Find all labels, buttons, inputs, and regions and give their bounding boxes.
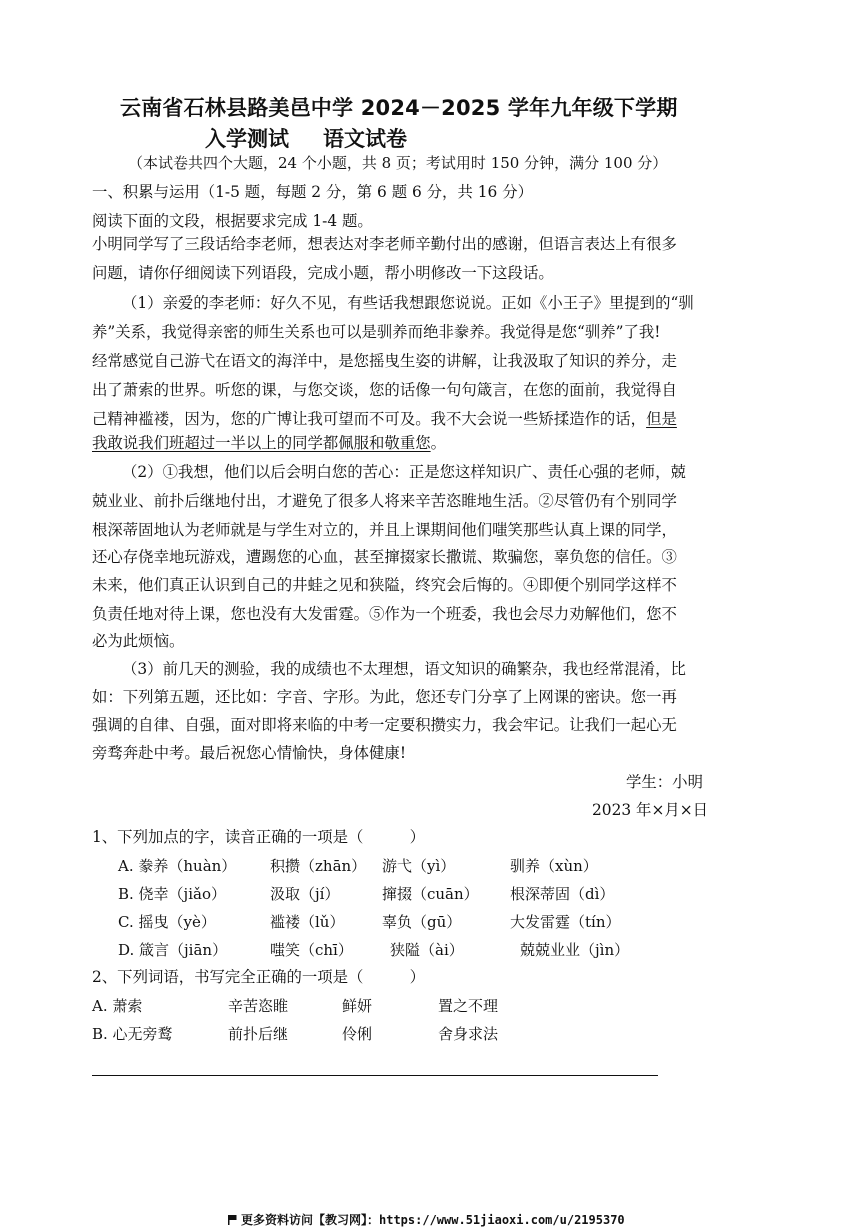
paragraph3-line: 旁骛奔赴中考。最后祝您心情愉快，身体健康!: [92, 744, 406, 762]
q2-option-a-item: A. 萧索: [92, 997, 143, 1015]
q1-option-b-item: 根深蒂固（dì）: [510, 885, 615, 903]
context-line: 小明同学写了三段话给李老师，想表达对李老师辛勤付出的感谢，但语言表达上有很多: [92, 235, 677, 253]
q1-option-b-item: 撺掇（cuān）: [382, 885, 479, 903]
q1-option-c-item: 辜负（gū）: [382, 913, 462, 931]
q1-option-d-item: 狭隘（ài）: [390, 941, 464, 959]
q2-option-b-item: 舍身求法: [438, 1025, 499, 1043]
letter-date: 2023 年×月×日: [592, 801, 709, 819]
paragraph2-line: 未来，他们真正认识到自己的井蛙之见和狭隘，终究会后悔的。④即便个别同学这样不: [92, 576, 677, 594]
page-divider: [92, 1075, 658, 1076]
section1-intro: 阅读下面的文段，根据要求完成 1-4 题。: [92, 212, 373, 230]
q1-option-c-item: 大发雷霆（tín）: [510, 913, 621, 931]
footer-text: 更多资料访问【教习网】：https://www.51jiaoxi.com/u/2195370: [241, 1213, 625, 1227]
paragraph1-line: 养”关系，我觉得亲密的师生关系也可以是驯养而绝非豢养。我觉得是您“驯养”了我!: [92, 323, 661, 341]
q1-option-c-item: 褴褛（lǔ）: [270, 913, 345, 931]
q1-option-a-item: A. 豢养（huàn）: [118, 857, 237, 875]
flag-icon: [228, 1215, 237, 1225]
q1-option-d-item: D. 箴言（jiān）: [118, 941, 228, 959]
q2-option-a-item: 辛苦恣睢: [228, 997, 289, 1015]
exam-title-line2: [205, 123, 407, 153]
q1-option-d-item: 兢兢业业（jìn）: [520, 941, 630, 959]
paragraph1-line: 出了萧索的世界。听您的课，与您交谈，您的话像一句句箴言，在您的面前，我觉得自: [92, 381, 677, 399]
underlined-sentence-start: 但是: [646, 410, 677, 428]
paragraph3-line: 强调的自律、自强，面对即将来临的中考一定要积攒实力，我会牢记。让我们一起心无: [92, 716, 677, 734]
underlined-sentence: 我敢说我们班超过一半以上的同学都佩服和敬重您: [92, 434, 431, 452]
q1-option-a-item: 积攒（zhān）: [270, 857, 367, 875]
q2-option-a-item: 鲜妍: [342, 997, 373, 1015]
q1-option-b-item: 汲取（jí）: [270, 885, 340, 903]
paragraph3-line: （3）前几天的测验，我的成绩也不太理想，语文知识的确繁杂，我也经常混淆，比: [122, 660, 686, 678]
q2-option-b-item: 前扑后继: [228, 1025, 289, 1043]
exam-subject: 语文试卷: [323, 127, 407, 151]
question1-stem: 1、下列加点的字，读音正确的一项是（ ）: [92, 828, 425, 846]
paragraph1-line: 经常感觉自己游弋在语文的海洋中，是您摇曳生姿的讲解，让我汲取了知识的养分，走: [92, 352, 677, 370]
q1-option-b-item: B. 侥幸（jiǎo）: [118, 885, 226, 903]
q1-option-c-item: C. 摇曳（yè）: [118, 913, 216, 931]
q2-option-b-item: 伶俐: [342, 1025, 373, 1043]
q1-option-a-item: 驯养（xùn）: [510, 857, 598, 875]
paragraph1-line: （1）亲爱的李老师：好久不见，有些话我想跟您说说。正如《小王子》里提到的“驯: [122, 294, 694, 312]
paragraph2-line: 根深蒂固地认为老师就是与学生对立的，并且上课期间他们嗤笑那些认真上课的同学，: [92, 521, 677, 539]
paragraph2-line: 负责任地对待上课，您也没有大发雷霆。⑤作为一个班委，我也会尽力劝解他们，您不: [92, 605, 677, 623]
paragraph2-line: 兢业业、前扑后继地付出，才避免了很多人将来辛苦恣睢地生活。②尽管仍有个别同学: [92, 492, 677, 510]
exam-subtitle: 入学测试: [205, 127, 289, 151]
paragraph1-line: 己精神褴褛，因为，您的广博让我可望而不可及。我不大会说一些矫揉造作的话，但是: [92, 410, 677, 428]
q2-option-b-item: B. 心无旁鹜: [92, 1025, 173, 1043]
question2-stem: 2、下列词语，书写完全正确的一项是（ ）: [92, 968, 425, 986]
paragraph2-line: （2）①我想，他们以后会明白您的苦心：正是您这样知识广、责任心强的老师，兢: [122, 463, 686, 481]
paragraph3-line: 如：下列第五题，还比如：字音、字形。为此，您还专门分享了上网课的密诀。您一再: [92, 688, 677, 706]
q1-option-d-item: 嗤笑（chī）: [270, 941, 353, 959]
paragraph2-line: 必为此烦恼。: [92, 632, 185, 650]
paragraph1-line: 我敢说我们班超过一半以上的同学都佩服和敬重您。: [92, 434, 447, 452]
q2-option-a-item: 置之不理: [438, 997, 499, 1015]
context-line: 问题，请你仔细阅读下列语段，完成小题，帮小明修改一下这段话。: [92, 264, 554, 282]
q1-option-a-item: 游弋（yì）: [382, 857, 456, 875]
exam-instructions: （本试卷共四个大题，24 个小题，共 8 页；考试用时 150 分钟，满分 100 分）: [128, 154, 668, 172]
footer-link[interactable]: [228, 1211, 625, 1228]
letter-signature: 学生：小明: [626, 773, 703, 791]
section1-heading: 一、积累与运用（1-5 题，每题 2 分，第 6 题 6 分，共 16 分）: [92, 183, 533, 201]
paragraph2-line: 还心存侥幸地玩游戏，遭踢您的心血，甚至撺掇家长撒谎、欺骗您，辜负您的信任。③: [92, 548, 677, 566]
exam-title-line1: 云南省石林县路美邑中学 2024－2025 学年九年级下学期: [120, 96, 678, 120]
